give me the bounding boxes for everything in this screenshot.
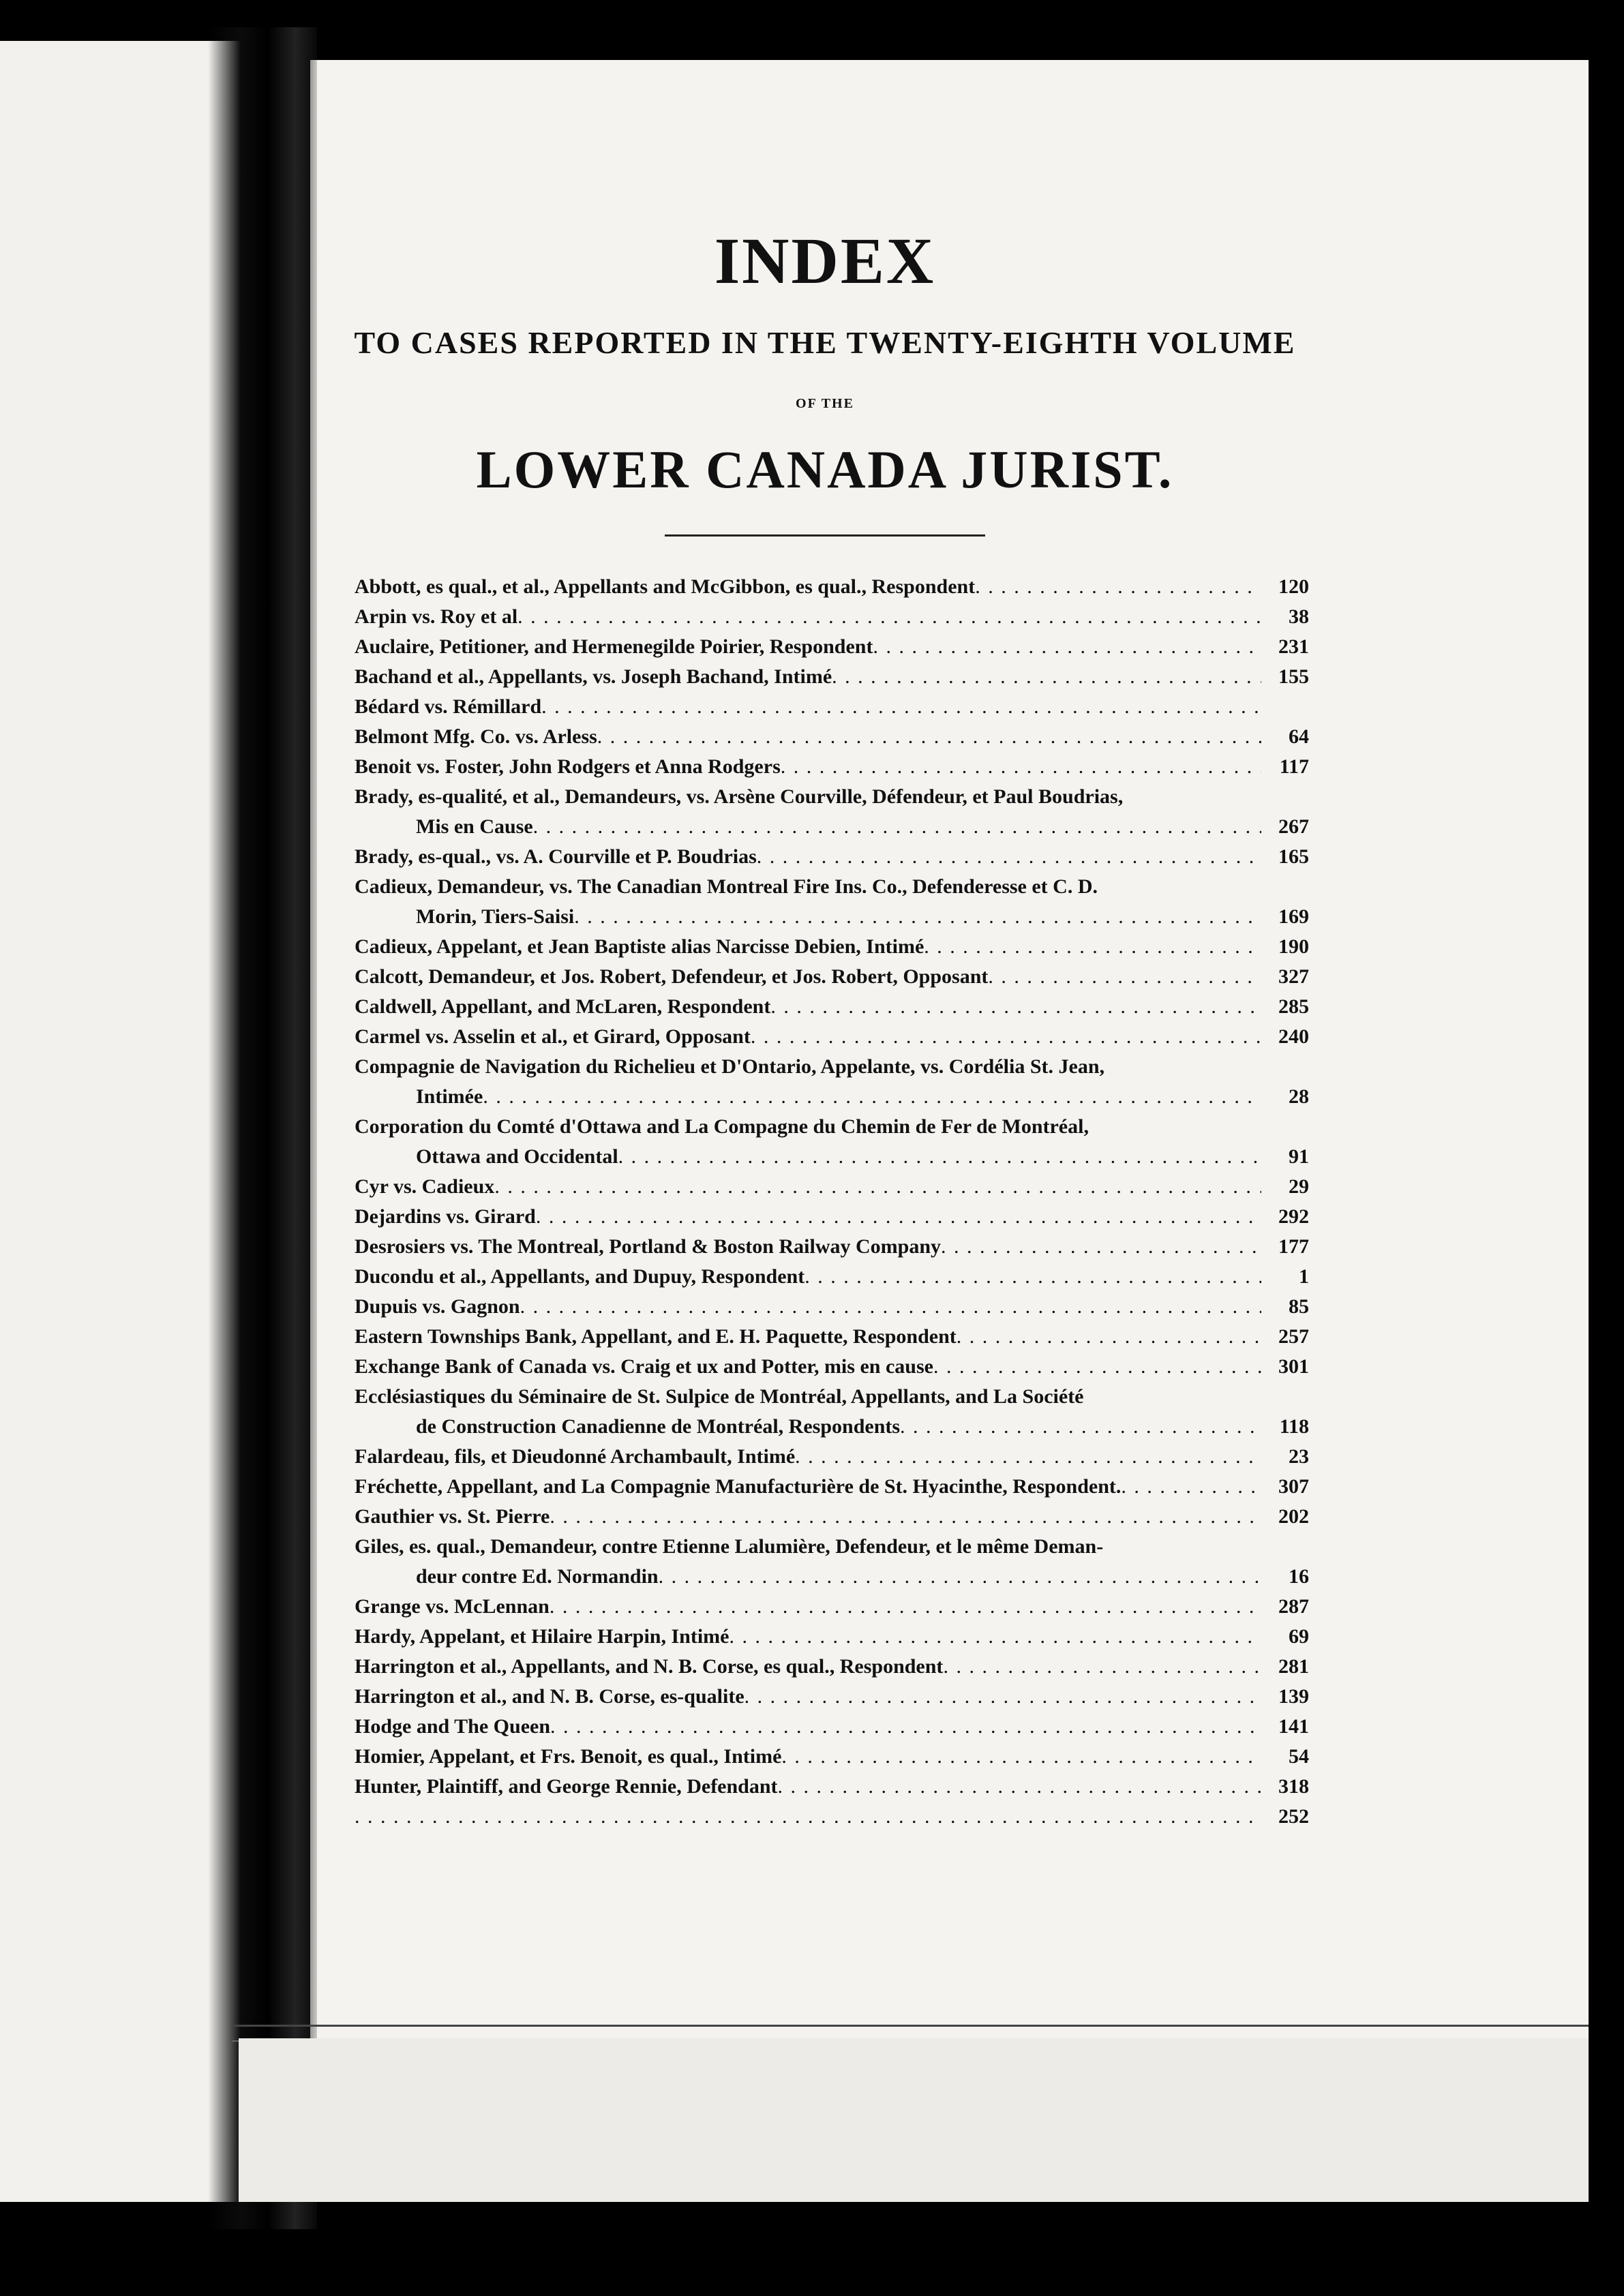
case-continuation-row xyxy=(355,1142,1309,1172)
index-title: INDEX xyxy=(714,224,936,297)
case-title-with-leader xyxy=(355,602,1261,632)
case-title: Brady, es-qualité, et al., Demandeurs, vs. Arsène Courville, Défendeur, et Paul Boudrias, xyxy=(355,785,1124,808)
case-title-with-leader xyxy=(355,1292,1261,1322)
case-title-with-leader xyxy=(355,962,1261,992)
case-title: Compagnie de Navigation du Richelieu et D'Ontario, Appelante, vs. Cordélia St. Jean, xyxy=(355,1055,1105,1078)
page-number: 327 xyxy=(1278,965,1309,988)
case-entry xyxy=(355,1112,1309,1172)
case-title: Hardy, Appelant, et Hilaire Harpin, Intimé xyxy=(355,1625,730,1648)
page-number: 202 xyxy=(1278,1505,1309,1528)
case-continuation-row xyxy=(355,1562,1309,1592)
case-title-with-leader xyxy=(355,572,1261,602)
leader-dots xyxy=(483,1082,1261,1112)
case-title-continuation: Morin, Tiers-Saisi xyxy=(416,905,575,928)
case-title: Ducondu et al., Appellants, and Dupuy, Respondent xyxy=(355,1265,805,1288)
case-title-continuation: Intimée xyxy=(416,1085,483,1108)
case-entry xyxy=(355,1742,1309,1772)
case-entry xyxy=(355,602,1309,632)
case-entry xyxy=(355,1052,1309,1112)
page-number: 1 xyxy=(1299,1265,1309,1288)
page-number: 118 xyxy=(1279,1415,1309,1438)
case-entry xyxy=(355,752,1309,782)
case-title-with-leader xyxy=(355,1712,1261,1742)
page-number: 139 xyxy=(1278,1685,1309,1708)
page-number: 285 xyxy=(1278,995,1309,1018)
case-title-with-leader xyxy=(355,1352,1261,1382)
case-title: Cadieux, Appelant, et Jean Baptiste alias Narcisse Debien, Intimé xyxy=(355,935,924,958)
case-title: Gauthier vs. St. Pierre xyxy=(355,1505,550,1528)
page-number: 38 xyxy=(1289,605,1309,628)
case-title-with-leader xyxy=(355,992,1261,1022)
case-entry xyxy=(355,962,1309,992)
case-entry xyxy=(355,872,1309,932)
case-entry xyxy=(355,1652,1309,1682)
case-entry xyxy=(355,1802,1309,1832)
case-title-with-leader xyxy=(355,1022,1261,1052)
case-title: Fréchette, Appellant, and La Compagnie Manufacturière de St. Hyacinthe, Respondent. xyxy=(355,1475,1122,1498)
case-title: Cadieux, Demandeur, vs. The Canadian Montreal Fire Ins. Co., Defenderesse et C. D. xyxy=(355,875,1098,898)
case-entry xyxy=(355,1592,1309,1622)
page-number: 287 xyxy=(1278,1595,1309,1618)
case-title-with-leader xyxy=(355,1802,1261,1832)
page-number: 165 xyxy=(1278,845,1309,868)
case-entry xyxy=(355,842,1309,872)
case-entry xyxy=(355,1472,1309,1502)
case-title: Dejardins vs. Girard xyxy=(355,1205,536,1228)
leader-dots xyxy=(900,1412,1261,1442)
case-title: Dupuis vs. Gagnon xyxy=(355,1295,520,1318)
case-continuation-row xyxy=(355,812,1309,842)
page-number: 252 xyxy=(1278,1804,1309,1828)
of-the-label: OF THE xyxy=(796,395,854,411)
page-number: 28 xyxy=(1289,1085,1309,1108)
case-title-with-leader xyxy=(355,1472,1261,1502)
page-number: 231 xyxy=(1278,635,1309,658)
leader-dots xyxy=(618,1142,1261,1172)
case-title: Calcott, Demandeur, et Jos. Robert, Defendeur, et Jos. Robert, Opposant xyxy=(355,965,989,988)
case-title-with-leader xyxy=(355,1652,1261,1682)
case-title-with-leader xyxy=(355,1502,1261,1532)
page-number: 141 xyxy=(1278,1715,1309,1738)
case-continuation-row xyxy=(355,902,1309,932)
page-number: 292 xyxy=(1278,1205,1309,1228)
case-entry xyxy=(355,1772,1309,1802)
case-title: Homier, Appelant, et Frs. Benoit, es qual., Intimé xyxy=(355,1744,782,1768)
case-title-with-leader xyxy=(355,1232,1261,1262)
case-title: Giles, es. qual., Demandeur, contre Etienne Lalumière, Defendeur, et le même Deman- xyxy=(355,1535,1104,1558)
book-gutter xyxy=(208,27,317,2229)
lower-page-edge xyxy=(239,2038,1589,2202)
case-entry xyxy=(355,1682,1309,1712)
page-number: 85 xyxy=(1289,1295,1309,1318)
case-title: Ecclésiastiques du Séminaire de St. Sulpice de Montréal, Appellants, and La Société xyxy=(355,1385,1084,1408)
page-number: 69 xyxy=(1289,1625,1309,1648)
case-title-with-leader xyxy=(355,1172,1261,1202)
case-continuation-row xyxy=(355,1082,1309,1112)
case-title-continuation: Mis en Cause xyxy=(416,815,533,838)
page-number: 23 xyxy=(1289,1445,1309,1468)
page-number: 117 xyxy=(1279,755,1309,778)
case-entry xyxy=(355,1262,1309,1292)
leader-dots xyxy=(533,812,1261,842)
case-title: Grange vs. McLennan xyxy=(355,1595,550,1618)
case-title-with-leader xyxy=(355,1682,1261,1712)
case-title-with-leader xyxy=(355,842,1261,872)
case-title-with-leader xyxy=(355,932,1261,962)
case-entry xyxy=(355,722,1309,752)
case-entry xyxy=(355,1622,1309,1652)
case-title-with-leader xyxy=(355,662,1261,692)
page-number: 257 xyxy=(1278,1325,1309,1348)
case-title: Hodge and The Queen xyxy=(355,1715,551,1738)
case-title-with-leader xyxy=(355,692,1261,722)
index-subtitle: TO CASES REPORTED IN THE TWENTY-EIGHTH VOLUME xyxy=(354,324,1296,360)
page-number: 301 xyxy=(1278,1355,1309,1378)
case-title: Desrosiers vs. The Montreal, Portland & Boston Railway Company xyxy=(355,1235,942,1258)
case-title-with-leader xyxy=(355,1772,1261,1802)
case-title-with-leader xyxy=(355,1742,1261,1772)
case-entry xyxy=(355,782,1309,842)
case-title: Falardeau, fils, et Dieudonné Archambault, Intimé xyxy=(355,1445,796,1468)
page-number: 155 xyxy=(1278,665,1309,688)
case-title: Bachand et al., Appellants, vs. Joseph Bachand, Intimé xyxy=(355,665,832,688)
page-number: 169 xyxy=(1278,905,1309,928)
case-entry xyxy=(355,1352,1309,1382)
case-title-continuation: deur contre Ed. Normandin xyxy=(416,1565,659,1588)
case-entry xyxy=(355,692,1309,722)
case-entry xyxy=(355,1442,1309,1472)
case-title-with-leader xyxy=(355,1592,1261,1622)
page-number: 91 xyxy=(1289,1145,1309,1168)
case-entry xyxy=(355,662,1309,692)
page-number: 16 xyxy=(1289,1565,1309,1588)
title-rule xyxy=(665,534,985,537)
case-entry xyxy=(355,932,1309,962)
case-title: Harrington et al., Appellants, and N. B. Corse, es qual., Respondent xyxy=(355,1655,944,1678)
case-entry xyxy=(355,1232,1309,1262)
case-entry xyxy=(355,1172,1309,1202)
case-entry xyxy=(355,1382,1309,1442)
case-title: Harrington et al., and N. B. Corse, es-qualite xyxy=(355,1685,745,1708)
case-title: Brady, es-qual., vs. A. Courville et P. Boudrias xyxy=(355,845,757,868)
case-title-continuation: de Construction Canadienne de Montréal, Respondents xyxy=(416,1415,901,1438)
page-number: 64 xyxy=(1289,725,1309,748)
case-entry xyxy=(355,1292,1309,1322)
case-title-continuation: Ottawa and Occidental xyxy=(416,1145,618,1168)
case-title: Auclaire, Petitioner, and Hermenegilde Poirier, Respondent xyxy=(355,635,873,658)
case-title: Bédard vs. Rémillard xyxy=(355,695,542,718)
page-number: 120 xyxy=(1278,575,1309,598)
journal-title: LOWER CANADA JURIST. xyxy=(476,439,1174,499)
page-number: 190 xyxy=(1278,935,1309,958)
case-list xyxy=(355,572,1309,1832)
case-title-with-leader xyxy=(355,722,1261,752)
case-title: Carmel vs. Asselin et al., et Girard, Opposant xyxy=(355,1025,751,1048)
case-entry xyxy=(355,992,1309,1022)
page-number: 307 xyxy=(1278,1475,1309,1498)
case-entry xyxy=(355,572,1309,602)
case-title: Arpin vs. Roy et al xyxy=(355,605,518,628)
case-continuation-row xyxy=(355,1412,1309,1442)
case-title: Caldwell, Appellant, and McLaren, Respondent xyxy=(355,995,771,1018)
case-title-with-leader xyxy=(355,632,1261,662)
case-entry xyxy=(355,1712,1309,1742)
page-number: 318 xyxy=(1278,1774,1309,1798)
case-title-with-leader xyxy=(355,1622,1261,1652)
case-title-with-leader xyxy=(355,752,1261,782)
case-title: Belmont Mfg. Co. vs. Arless xyxy=(355,725,597,748)
case-entry xyxy=(355,1532,1309,1592)
page-number: 267 xyxy=(1278,815,1309,838)
case-entry xyxy=(355,1202,1309,1232)
page-number: 29 xyxy=(1289,1175,1309,1198)
case-entry xyxy=(355,1322,1309,1352)
case-title: Eastern Townships Bank, Appellant, and E. H. Paquette, Respondent xyxy=(355,1325,957,1348)
case-entry xyxy=(355,632,1309,662)
page-number: 54 xyxy=(1289,1744,1309,1768)
index-content xyxy=(334,205,1316,1832)
case-title: Cyr vs. Cadieux xyxy=(355,1175,495,1198)
case-title: Benoit vs. Foster, John Rodgers et Anna Rodgers xyxy=(355,755,781,778)
case-title-with-leader xyxy=(355,1202,1261,1232)
page-number: 281 xyxy=(1278,1655,1309,1678)
case-title: Hunter, Plaintiff, and George Rennie, Defendant xyxy=(355,1774,778,1798)
leader-dots xyxy=(659,1562,1261,1592)
leader-dots xyxy=(574,902,1261,932)
case-title-with-leader xyxy=(355,1442,1261,1472)
case-entry xyxy=(355,1022,1309,1052)
case-title: Exchange Bank of Canada vs. Craig et ux and Potter, mis en cause xyxy=(355,1355,933,1378)
case-title-with-leader xyxy=(355,1322,1261,1352)
case-entry xyxy=(355,1502,1309,1532)
case-title: Abbott, es qual., et al., Appellants and McGibbon, es qual., Respondent xyxy=(355,575,976,598)
page-number: 177 xyxy=(1278,1235,1309,1258)
page-number: 240 xyxy=(1278,1025,1309,1048)
case-title: Corporation du Comté d'Ottawa and La Compagne du Chemin de Fer de Montréal, xyxy=(355,1115,1089,1138)
case-title-with-leader xyxy=(355,1262,1261,1292)
